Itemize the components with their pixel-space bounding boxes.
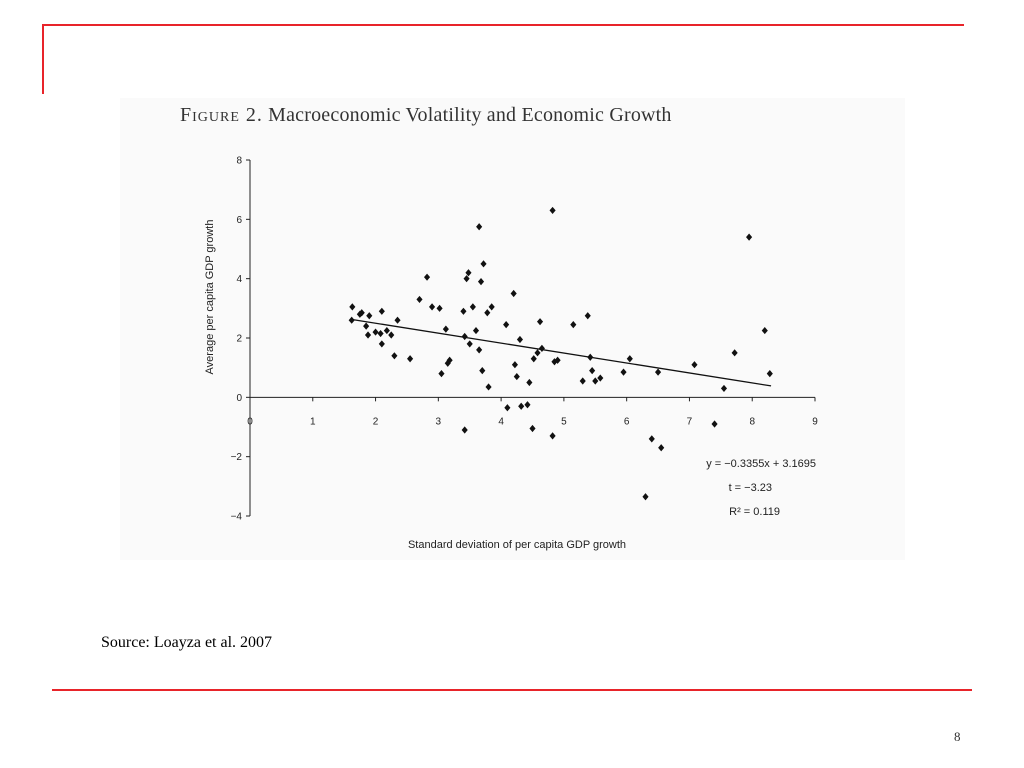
footer-rule <box>52 689 972 691</box>
data-point <box>550 207 556 214</box>
data-point <box>746 234 752 241</box>
data-point <box>504 404 510 411</box>
figure-title-text: Macroeconomic Volatility and Economic Growth <box>268 104 672 126</box>
data-point <box>524 401 530 408</box>
data-point <box>534 349 540 356</box>
data-point <box>476 223 482 230</box>
data-point <box>372 328 378 335</box>
data-point <box>429 303 435 310</box>
x-tick-label: 2 <box>372 416 379 428</box>
data-point <box>470 303 476 310</box>
trendline <box>350 319 771 386</box>
data-point <box>580 377 586 384</box>
data-point <box>767 370 773 377</box>
data-point <box>489 303 495 310</box>
y-tick-label: 6 <box>236 214 242 226</box>
y-tick-label: 2 <box>236 333 242 345</box>
data-point <box>479 367 485 374</box>
r-squared: R² = 0.119 <box>729 506 780 518</box>
data-point <box>511 290 517 297</box>
data-point <box>529 425 535 432</box>
x-tick-label: 8 <box>749 416 756 428</box>
data-point <box>512 361 518 368</box>
data-point <box>592 377 598 384</box>
data-point <box>537 318 543 325</box>
data-point <box>570 321 576 328</box>
data-point <box>464 275 470 282</box>
data-point <box>484 309 490 316</box>
x-tick-label: 6 <box>623 416 630 428</box>
data-point <box>620 369 626 376</box>
data-point <box>349 303 355 310</box>
data-point <box>384 327 390 334</box>
t-statistic: t = −3.23 <box>728 482 772 494</box>
data-point <box>462 426 468 433</box>
data-point <box>473 327 479 334</box>
data-point <box>721 385 727 392</box>
x-axis-label: Standard deviation of per capita GDP growth <box>407 539 627 551</box>
data-point <box>518 403 524 410</box>
data-point <box>732 349 738 356</box>
data-point <box>363 323 369 330</box>
data-point <box>514 373 520 380</box>
data-point <box>366 312 372 319</box>
data-point <box>365 331 371 338</box>
data-point <box>762 327 768 334</box>
data-point <box>658 444 664 451</box>
data-point <box>539 345 545 352</box>
data-point <box>378 330 384 337</box>
data-point <box>711 420 717 427</box>
data-point <box>478 278 484 285</box>
data-point <box>550 432 556 439</box>
data-point <box>407 355 413 362</box>
data-point <box>627 355 633 362</box>
chart-trendline-group <box>350 319 771 386</box>
data-point <box>589 367 595 374</box>
x-tick-label: 7 <box>686 416 693 428</box>
data-point <box>467 340 473 347</box>
data-point <box>531 355 537 362</box>
data-point <box>443 326 449 333</box>
x-tick-label: 5 <box>561 416 567 428</box>
data-point <box>480 260 486 267</box>
data-point <box>379 308 385 315</box>
data-point <box>437 305 443 312</box>
regression-equation: y = −0.3355x + 3.1695 <box>706 458 816 470</box>
chart-points <box>349 207 773 500</box>
data-point <box>649 435 655 442</box>
data-point <box>655 369 661 376</box>
x-tick-label: 1 <box>309 416 316 428</box>
data-point <box>438 370 444 377</box>
x-tick-label: 0 <box>247 416 253 428</box>
data-point <box>503 321 509 328</box>
data-point <box>460 308 466 315</box>
data-point <box>691 361 697 368</box>
data-point <box>391 352 397 359</box>
data-point <box>585 312 591 319</box>
source-note: Source: Loayza et al. 2007 <box>101 634 273 651</box>
data-point <box>394 317 400 324</box>
data-point <box>379 340 385 347</box>
data-point <box>642 493 648 500</box>
figure-label: Figure 2. <box>180 104 263 126</box>
x-tick-label: 4 <box>498 416 504 428</box>
data-point <box>485 383 491 390</box>
y-tick-label: −4 <box>230 511 242 523</box>
x-tick-label: 3 <box>435 416 442 428</box>
data-point <box>416 296 422 303</box>
data-point <box>517 336 523 343</box>
x-tick-label: 9 <box>812 416 818 428</box>
y-tick-label: 4 <box>236 274 242 286</box>
y-tick-label: 0 <box>236 392 242 404</box>
data-point <box>526 379 532 386</box>
y-axis-label: Average per capita GDP growth <box>204 219 216 375</box>
data-point <box>597 374 603 381</box>
data-point <box>388 331 394 338</box>
y-tick-label: 8 <box>236 155 242 167</box>
page-number: 8 <box>954 729 961 744</box>
data-point <box>476 346 482 353</box>
data-point <box>424 274 430 281</box>
data-point <box>465 269 471 276</box>
y-tick-label: −2 <box>230 452 242 464</box>
